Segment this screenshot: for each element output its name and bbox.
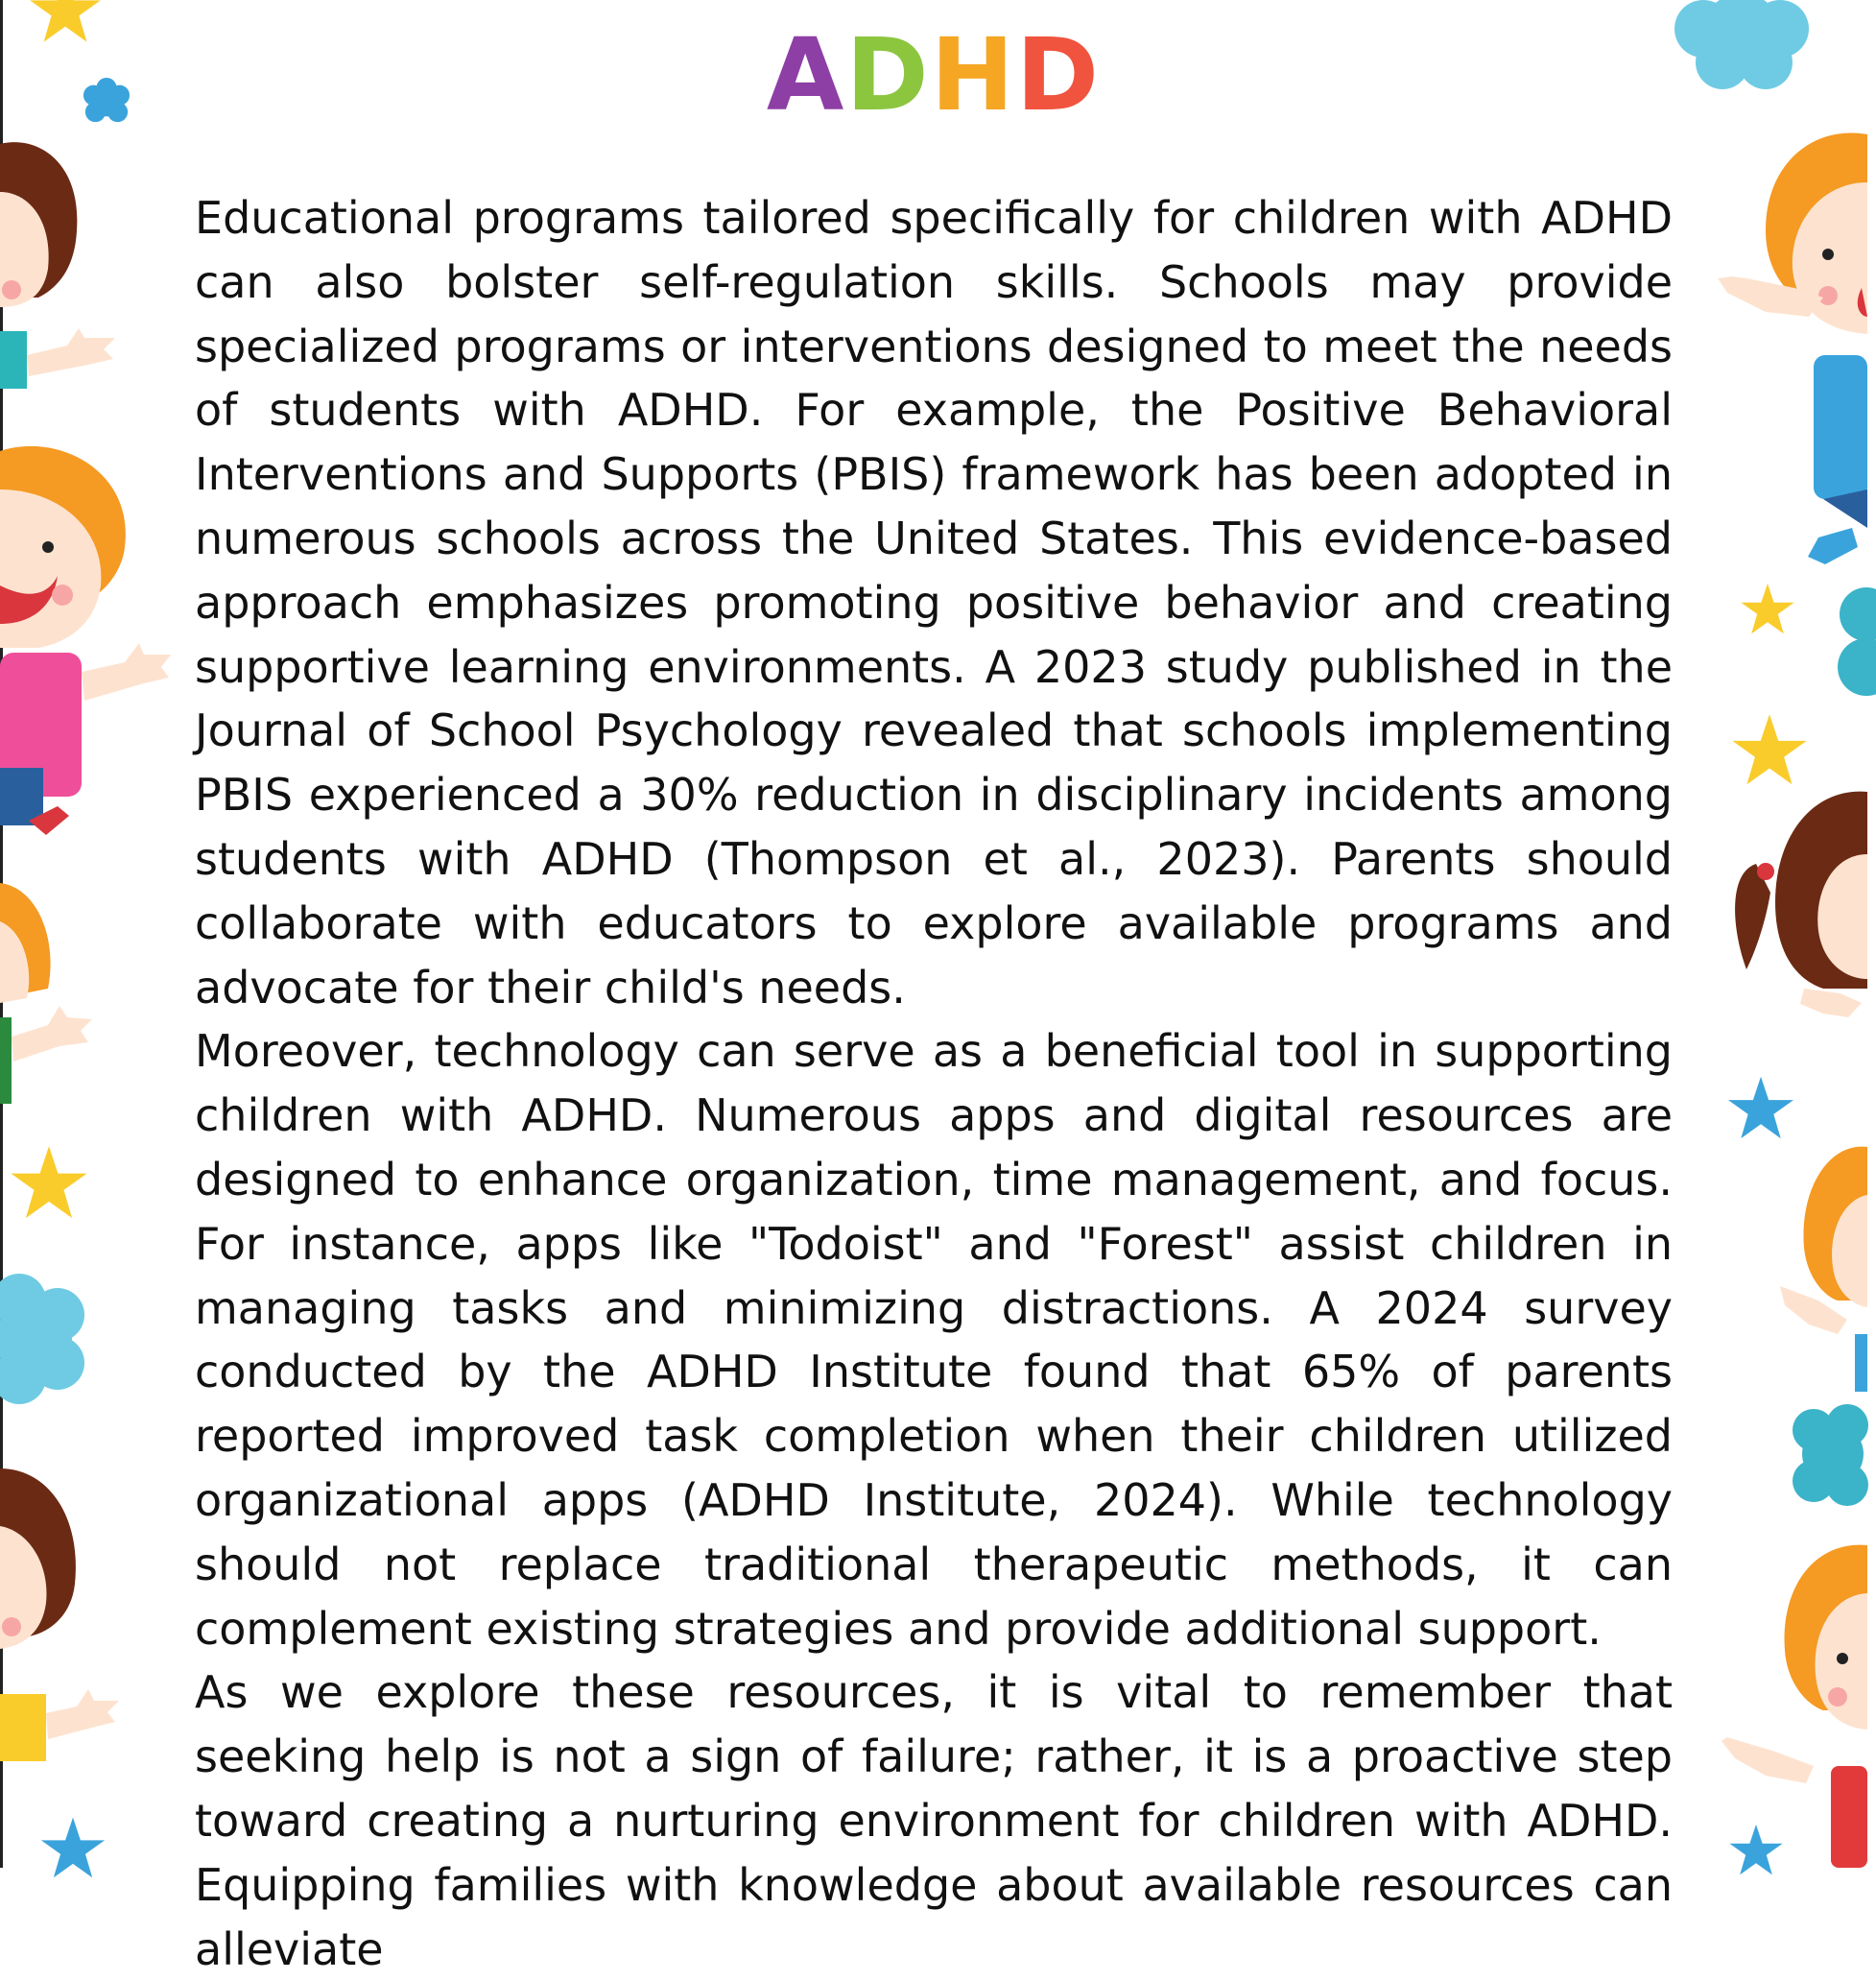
cartoon-child-illustration bbox=[0, 1459, 125, 1776]
title-letter: D bbox=[845, 16, 931, 133]
cartoon-child-illustration bbox=[1708, 125, 1867, 576]
cloud-icon bbox=[79, 77, 134, 127]
star-icon bbox=[27, 0, 104, 48]
body-text bbox=[195, 186, 1673, 1981]
cartoon-child-illustration bbox=[1718, 1536, 1867, 1868]
cartoon-child-illustration bbox=[1727, 787, 1867, 1037]
cloud-icon bbox=[1828, 585, 1876, 701]
cartoon-child-illustration bbox=[0, 883, 96, 1113]
star-icon bbox=[1729, 710, 1810, 791]
cloud-icon bbox=[1785, 1396, 1867, 1512]
cartoon-child-illustration bbox=[0, 125, 125, 403]
title-letter: H bbox=[930, 16, 1016, 133]
star-icon bbox=[8, 1142, 90, 1225]
title-letter: A bbox=[766, 16, 846, 133]
cloud-icon bbox=[1670, 0, 1814, 91]
cartoon-child-illustration bbox=[1780, 1142, 1867, 1392]
paragraph: Moreover, technology can serve as a beneficial tool in supporting children with ADHD. Numerous apps and digital resources are designed to enhance organization, time management, and focus. For instance, apps like "Todoist" and "Forest" assist children in managing tasks and minimizing distractions. A 2024 survey conducted by the ADHD Institute found that 65% of parents reported improved task completion when their children utilized organizational apps (ADHD Institute, 2024). While technology should not replace traditional therapeutic methods, it can complement existing strategies and provide additional support. bbox=[195, 1025, 1673, 1655]
star-icon bbox=[1725, 1073, 1796, 1144]
star-icon bbox=[1739, 581, 1796, 638]
page-title bbox=[0, 17, 1867, 132]
cloud-icon bbox=[0, 1267, 96, 1411]
cartoon-child-illustration bbox=[0, 432, 173, 845]
paragraph: As we explore these resources, it is vital to remember that seeking help is not a sign of failure; rather, it is a proactive step toward creating a nurturing environment for children with ADHD. Equipping families with knowledge about available resources can alleviate bbox=[195, 1666, 1673, 1975]
title-letter: D bbox=[1015, 16, 1102, 133]
paragraph: Educational programs tailored specifically for children with ADHD can also bolster self-regulation skills. Schools may provide specialized programs or interventions designed to meet the needs of students with ADHD. For example, the Positive Behavioral Interventions and Supports (PBIS) framework has been adopted in numerous schools across the United States. This evidence-based approach emphasizes promoting positive behavior and creating supportive learning environments. A 2023 study published in the Journal of School Psychology revealed that schools implementing PBIS experienced a 30% reduction in disciplinary incidents among students with ADHD (Thompson et al., 2023). Parents should collaborate with educators to explore available programs and advocate for their child's needs. bbox=[195, 192, 1673, 1014]
star-icon bbox=[38, 1814, 107, 1883]
star-icon bbox=[1727, 1822, 1785, 1879]
